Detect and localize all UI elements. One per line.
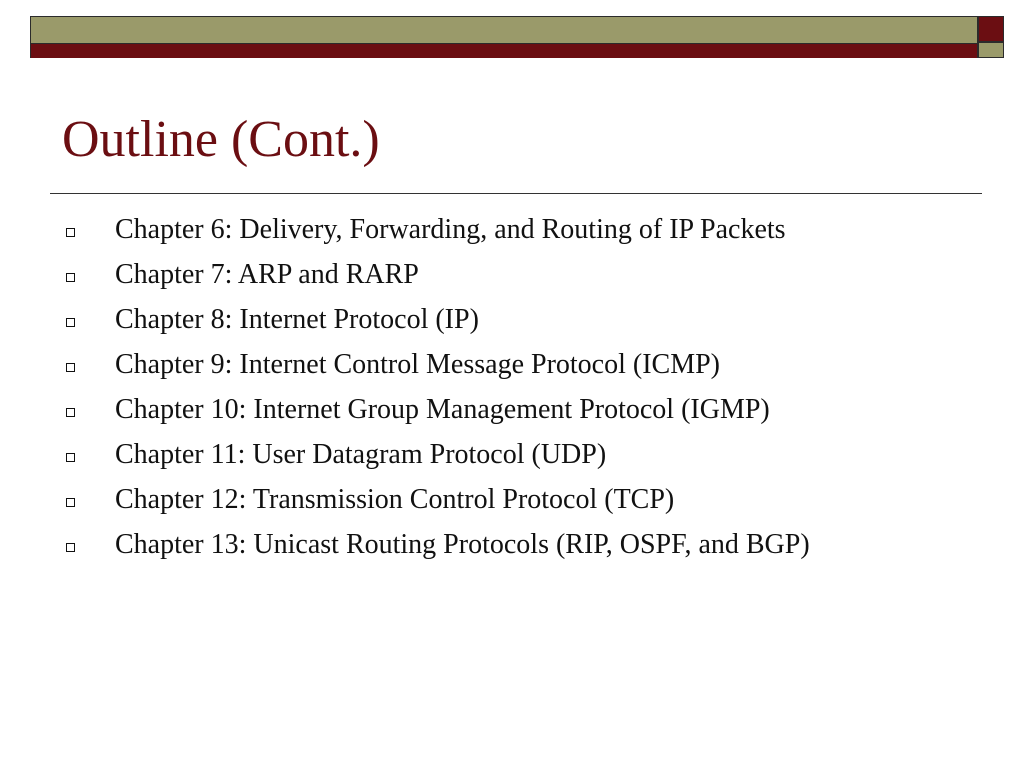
list-item xyxy=(66,477,810,522)
hollow-square-icon xyxy=(66,363,75,372)
bullet-text: Chapter 9: Internet Control Message Protocol (ICMP) xyxy=(115,348,721,380)
bullet-text: Chapter 13: Unicast Routing Protocols (RIP, OSPF, and BGP) xyxy=(115,528,810,560)
top-banner xyxy=(30,16,978,58)
hollow-square-icon xyxy=(66,498,75,507)
bullet-text: Chapter 11: User Datagram Protocol (UDP) xyxy=(115,438,607,470)
list-item xyxy=(66,387,810,432)
hollow-square-icon xyxy=(66,408,75,417)
bullet-text: Chapter 7: ARP and RARP xyxy=(115,258,419,290)
corner-olive-square xyxy=(978,42,1004,58)
bullet-text: Chapter 6: Delivery, Forwarding, and Routing of IP Packets xyxy=(115,213,786,245)
list-item xyxy=(66,207,810,252)
list-item xyxy=(66,342,810,387)
hollow-square-icon xyxy=(66,273,75,282)
hollow-square-icon xyxy=(66,543,75,552)
hollow-square-icon xyxy=(66,453,75,462)
list-item xyxy=(66,522,810,567)
slide-title: Outline (Cont.) xyxy=(62,111,380,168)
hollow-square-icon xyxy=(66,318,75,327)
hollow-square-icon xyxy=(66,228,75,237)
banner-olive-stripe xyxy=(31,17,977,44)
bullet-text: Chapter 10: Internet Group Management Protocol (IGMP) xyxy=(115,393,770,425)
list-item xyxy=(66,432,810,477)
corner-maroon-square xyxy=(978,16,1004,42)
title-divider xyxy=(50,193,982,194)
list-item xyxy=(66,252,810,297)
list-item xyxy=(66,297,810,342)
banner-maroon-stripe xyxy=(31,44,977,58)
bullet-list xyxy=(66,207,810,567)
bullet-text: Chapter 8: Internet Protocol (IP) xyxy=(115,303,479,335)
bullet-text: Chapter 12: Transmission Control Protocol (TCP) xyxy=(115,483,675,515)
